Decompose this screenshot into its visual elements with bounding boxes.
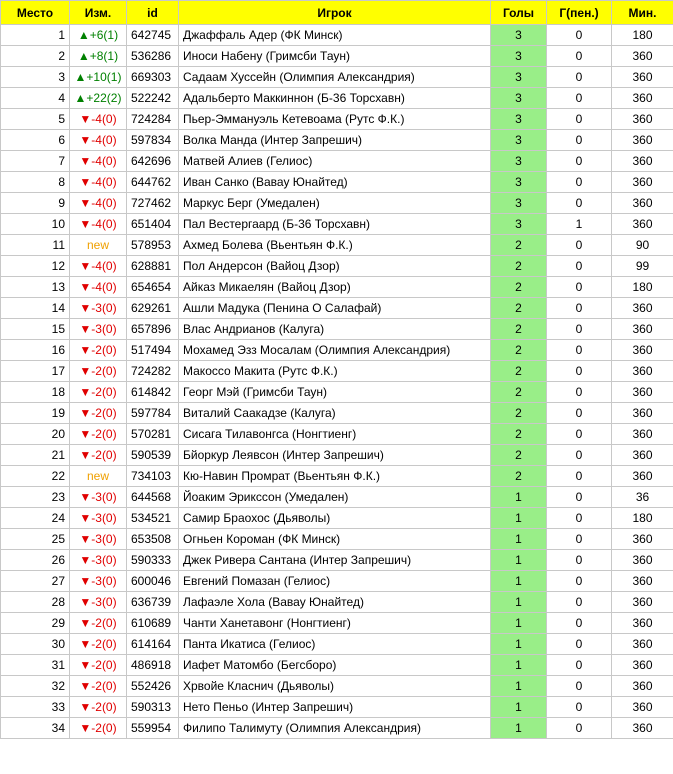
player-cell: Евгений Помазан (Гелиос) xyxy=(179,571,491,592)
player-cell: Пол Андерсон (Вайоц Дзор) xyxy=(179,256,491,277)
player-cell: Волка Манда (Интер Запрешич) xyxy=(179,130,491,151)
goals-cell: 3 xyxy=(491,109,547,130)
penalties-cell: 0 xyxy=(547,319,612,340)
penalties-cell: 0 xyxy=(547,382,612,403)
goals-cell: 3 xyxy=(491,130,547,151)
place-cell: 16 xyxy=(1,340,70,361)
table-row[interactable] xyxy=(1,466,673,487)
goals-cell: 2 xyxy=(491,424,547,445)
place-cell: 19 xyxy=(1,403,70,424)
player-cell: Пьер-Эммануэль Кетевоама (Рутс Ф.К.) xyxy=(179,109,491,130)
minutes-cell: 360 xyxy=(612,130,673,151)
penalties-cell: 0 xyxy=(547,592,612,613)
table-row[interactable] xyxy=(1,67,673,88)
header-penalties[interactable]: Г(пен.) xyxy=(547,1,612,25)
minutes-cell: 360 xyxy=(612,655,673,676)
place-cell: 27 xyxy=(1,571,70,592)
change-cell: ▼-4(0) xyxy=(70,151,127,172)
penalties-cell: 0 xyxy=(547,403,612,424)
penalties-cell: 0 xyxy=(547,718,612,739)
minutes-cell: 360 xyxy=(612,445,673,466)
change-cell: ▼-2(0) xyxy=(70,361,127,382)
id-cell: 522242 xyxy=(127,88,179,109)
change-cell: ▼-3(0) xyxy=(70,298,127,319)
place-cell: 6 xyxy=(1,130,70,151)
table-row[interactable] xyxy=(1,403,673,424)
change-cell: ▼-2(0) xyxy=(70,655,127,676)
id-cell: 651404 xyxy=(127,214,179,235)
minutes-cell: 360 xyxy=(612,697,673,718)
id-cell: 597784 xyxy=(127,403,179,424)
minutes-cell: 360 xyxy=(612,151,673,172)
minutes-cell: 360 xyxy=(612,361,673,382)
table-row[interactable] xyxy=(1,508,673,529)
place-cell: 24 xyxy=(1,508,70,529)
header-minutes[interactable]: Мин. xyxy=(612,1,673,25)
place-cell: 21 xyxy=(1,445,70,466)
player-cell: Бйоркур Леявсон (Интер Запрешич) xyxy=(179,445,491,466)
id-cell: 657896 xyxy=(127,319,179,340)
id-cell: 590333 xyxy=(127,550,179,571)
goals-cell: 2 xyxy=(491,382,547,403)
table-row[interactable] xyxy=(1,487,673,508)
minutes-cell: 360 xyxy=(612,46,673,67)
player-cell: Хрвойе Класнич (Дьяволы) xyxy=(179,676,491,697)
change-cell: ▼-2(0) xyxy=(70,403,127,424)
id-cell: 614164 xyxy=(127,634,179,655)
penalties-cell: 0 xyxy=(547,193,612,214)
id-cell: 642745 xyxy=(127,25,179,46)
goals-cell: 1 xyxy=(491,697,547,718)
penalties-cell: 0 xyxy=(547,25,612,46)
table-row[interactable] xyxy=(1,571,673,592)
goals-cell: 1 xyxy=(491,550,547,571)
table-row[interactable] xyxy=(1,340,673,361)
minutes-cell: 360 xyxy=(612,214,673,235)
penalties-cell: 0 xyxy=(547,697,612,718)
penalties-cell: 0 xyxy=(547,634,612,655)
player-cell: Матвей Алиев (Гелиос) xyxy=(179,151,491,172)
penalties-cell: 0 xyxy=(547,298,612,319)
goals-cell: 2 xyxy=(491,340,547,361)
id-cell: 536286 xyxy=(127,46,179,67)
place-cell: 13 xyxy=(1,277,70,298)
table-row[interactable] xyxy=(1,151,673,172)
table-row[interactable] xyxy=(1,46,673,67)
id-cell: 578953 xyxy=(127,235,179,256)
change-cell: ▼-3(0) xyxy=(70,550,127,571)
id-cell: 644568 xyxy=(127,487,179,508)
id-cell: 644762 xyxy=(127,172,179,193)
minutes-cell: 360 xyxy=(612,718,673,739)
place-cell: 33 xyxy=(1,697,70,718)
id-cell: 669303 xyxy=(127,67,179,88)
goals-cell: 1 xyxy=(491,655,547,676)
table-row[interactable] xyxy=(1,298,673,319)
penalties-cell: 0 xyxy=(547,613,612,634)
player-cell: Йоаким Эрикссон (Умедален) xyxy=(179,487,491,508)
id-cell: 590539 xyxy=(127,445,179,466)
player-cell: Иван Санко (Вавау Юнайтед) xyxy=(179,172,491,193)
change-cell: ▼-3(0) xyxy=(70,487,127,508)
change-cell: ▲+22(2) xyxy=(70,88,127,109)
change-cell: ▼-3(0) xyxy=(70,592,127,613)
change-cell: ▼-2(0) xyxy=(70,424,127,445)
player-cell: Макоссо Макита (Рутс Ф.К.) xyxy=(179,361,491,382)
minutes-cell: 360 xyxy=(612,382,673,403)
place-cell: 26 xyxy=(1,550,70,571)
place-cell: 20 xyxy=(1,424,70,445)
goals-cell: 1 xyxy=(491,718,547,739)
id-cell: 727462 xyxy=(127,193,179,214)
player-cell: Виталий Саакадзе (Калуга) xyxy=(179,403,491,424)
goals-cell: 3 xyxy=(491,172,547,193)
place-cell: 8 xyxy=(1,172,70,193)
table-row[interactable] xyxy=(1,676,673,697)
player-cell: Ашли Мадука (Пенина О Салафай) xyxy=(179,298,491,319)
goals-cell: 2 xyxy=(491,277,547,298)
id-cell: 734103 xyxy=(127,466,179,487)
place-cell: 3 xyxy=(1,67,70,88)
place-cell: 4 xyxy=(1,88,70,109)
penalties-cell: 0 xyxy=(547,445,612,466)
place-cell: 30 xyxy=(1,634,70,655)
id-cell: 570281 xyxy=(127,424,179,445)
minutes-cell: 360 xyxy=(612,424,673,445)
minutes-cell: 360 xyxy=(612,529,673,550)
player-cell: Георг Мэй (Гримсби Таун) xyxy=(179,382,491,403)
minutes-cell: 360 xyxy=(612,403,673,424)
player-cell: Лафаэле Хола (Вавау Юнайтед) xyxy=(179,592,491,613)
minutes-cell: 99 xyxy=(612,256,673,277)
place-cell: 23 xyxy=(1,487,70,508)
minutes-cell: 360 xyxy=(612,571,673,592)
penalties-cell: 0 xyxy=(547,235,612,256)
id-cell: 517494 xyxy=(127,340,179,361)
penalties-cell: 0 xyxy=(547,172,612,193)
change-cell: ▼-2(0) xyxy=(70,676,127,697)
place-cell: 25 xyxy=(1,529,70,550)
id-cell: 486918 xyxy=(127,655,179,676)
minutes-cell: 360 xyxy=(612,298,673,319)
place-cell: 7 xyxy=(1,151,70,172)
change-cell: ▼-2(0) xyxy=(70,340,127,361)
player-cell: Панта Икатиса (Гелиос) xyxy=(179,634,491,655)
id-cell: 628881 xyxy=(127,256,179,277)
table-row[interactable] xyxy=(1,382,673,403)
goals-cell: 3 xyxy=(491,25,547,46)
table-row[interactable] xyxy=(1,109,673,130)
place-cell: 10 xyxy=(1,214,70,235)
table-row[interactable] xyxy=(1,529,673,550)
place-cell: 28 xyxy=(1,592,70,613)
id-cell: 597834 xyxy=(127,130,179,151)
goals-cell: 3 xyxy=(491,151,547,172)
table-row[interactable] xyxy=(1,550,673,571)
minutes-cell: 360 xyxy=(612,88,673,109)
penalties-cell: 0 xyxy=(547,529,612,550)
change-cell: ▼-2(0) xyxy=(70,382,127,403)
table-row[interactable] xyxy=(1,256,673,277)
goals-cell: 2 xyxy=(491,256,547,277)
id-cell: 610689 xyxy=(127,613,179,634)
table-row[interactable] xyxy=(1,361,673,382)
minutes-cell: 360 xyxy=(612,634,673,655)
penalties-cell: 0 xyxy=(547,571,612,592)
penalties-cell: 0 xyxy=(547,361,612,382)
goals-cell: 2 xyxy=(491,235,547,256)
penalties-cell: 0 xyxy=(547,466,612,487)
goals-cell: 1 xyxy=(491,592,547,613)
change-cell: ▼-2(0) xyxy=(70,445,127,466)
penalties-cell: 0 xyxy=(547,67,612,88)
goals-cell: 1 xyxy=(491,634,547,655)
player-cell: Самир Браохос (Дьяволы) xyxy=(179,508,491,529)
change-cell: ▼-3(0) xyxy=(70,529,127,550)
player-cell: Чанти Ханетавонг (Нонгтиенг) xyxy=(179,613,491,634)
penalties-cell: 0 xyxy=(547,277,612,298)
change-cell: ▼-4(0) xyxy=(70,172,127,193)
goals-cell: 2 xyxy=(491,361,547,382)
player-cell: Мохамед Эзз Мосалам (Олимпия Александрия) xyxy=(179,340,491,361)
minutes-cell: 360 xyxy=(612,319,673,340)
id-cell: 724284 xyxy=(127,109,179,130)
goals-cell: 2 xyxy=(491,319,547,340)
minutes-cell: 360 xyxy=(612,193,673,214)
penalties-cell: 1 xyxy=(547,214,612,235)
goals-cell: 1 xyxy=(491,508,547,529)
table-row[interactable] xyxy=(1,613,673,634)
header-player[interactable]: Игрок xyxy=(179,1,491,25)
header-row xyxy=(1,1,673,25)
penalties-cell: 0 xyxy=(547,130,612,151)
table-row[interactable] xyxy=(1,424,673,445)
table-row[interactable] xyxy=(1,25,673,46)
id-cell: 600046 xyxy=(127,571,179,592)
player-cell: Пал Вестергаард (Б-36 Торсхавн) xyxy=(179,214,491,235)
id-cell: 653508 xyxy=(127,529,179,550)
table-row[interactable] xyxy=(1,172,673,193)
penalties-cell: 0 xyxy=(547,88,612,109)
player-cell: Иноси Набену (Гримсби Таун) xyxy=(179,46,491,67)
place-cell: 22 xyxy=(1,466,70,487)
minutes-cell: 360 xyxy=(612,172,673,193)
change-cell: ▲+8(1) xyxy=(70,46,127,67)
penalties-cell: 0 xyxy=(547,340,612,361)
change-cell: ▲+6(1) xyxy=(70,25,127,46)
table-row[interactable] xyxy=(1,88,673,109)
change-cell: ▼-3(0) xyxy=(70,319,127,340)
id-cell: 614842 xyxy=(127,382,179,403)
table-row[interactable] xyxy=(1,193,673,214)
penalties-cell: 0 xyxy=(547,550,612,571)
table-row[interactable] xyxy=(1,634,673,655)
header-change[interactable]: Изм. xyxy=(70,1,127,25)
header-id[interactable]: id xyxy=(127,1,179,25)
change-cell: ▼-4(0) xyxy=(70,214,127,235)
place-cell: 15 xyxy=(1,319,70,340)
id-cell: 642696 xyxy=(127,151,179,172)
penalties-cell: 0 xyxy=(547,424,612,445)
player-cell: Адальберто Маккиннон (Б-36 Торсхавн) xyxy=(179,88,491,109)
goals-cell: 1 xyxy=(491,676,547,697)
change-cell: ▼-4(0) xyxy=(70,277,127,298)
id-cell: 724282 xyxy=(127,361,179,382)
player-cell: Иафет Матомбо (Бегсборо) xyxy=(179,655,491,676)
change-cell: ▼-3(0) xyxy=(70,571,127,592)
goals-cell: 2 xyxy=(491,403,547,424)
place-cell: 14 xyxy=(1,298,70,319)
goals-cell: 1 xyxy=(491,529,547,550)
penalties-cell: 0 xyxy=(547,676,612,697)
penalties-cell: 0 xyxy=(547,487,612,508)
place-cell: 9 xyxy=(1,193,70,214)
table-row[interactable] xyxy=(1,718,673,739)
change-cell: ▼-2(0) xyxy=(70,718,127,739)
player-cell: Айказ Микаелян (Вайоц Дзор) xyxy=(179,277,491,298)
place-cell: 18 xyxy=(1,382,70,403)
minutes-cell: 36 xyxy=(612,487,673,508)
player-cell: Ахмед Болева (Вьентьян Ф.К.) xyxy=(179,235,491,256)
minutes-cell: 360 xyxy=(612,592,673,613)
id-cell: 629261 xyxy=(127,298,179,319)
minutes-cell: 180 xyxy=(612,25,673,46)
id-cell: 636739 xyxy=(127,592,179,613)
minutes-cell: 90 xyxy=(612,235,673,256)
change-cell: ▼-2(0) xyxy=(70,613,127,634)
penalties-cell: 0 xyxy=(547,256,612,277)
player-cell: Огньен Короман (ФК Минск) xyxy=(179,529,491,550)
table-row[interactable] xyxy=(1,655,673,676)
player-cell: Влас Андрианов (Калуга) xyxy=(179,319,491,340)
minutes-cell: 360 xyxy=(612,676,673,697)
minutes-cell: 360 xyxy=(612,466,673,487)
minutes-cell: 360 xyxy=(612,613,673,634)
goals-cell: 3 xyxy=(491,193,547,214)
table-row[interactable] xyxy=(1,130,673,151)
id-cell: 559954 xyxy=(127,718,179,739)
player-cell: Сисага Тилавонгса (Нонгтиенг) xyxy=(179,424,491,445)
penalties-cell: 0 xyxy=(547,508,612,529)
player-cell: Филипо Талимуту (Олимпия Александрия) xyxy=(179,718,491,739)
place-cell: 31 xyxy=(1,655,70,676)
change-cell: new xyxy=(70,235,127,256)
goals-cell: 2 xyxy=(491,466,547,487)
place-cell: 1 xyxy=(1,25,70,46)
id-cell: 654654 xyxy=(127,277,179,298)
player-cell: Маркус Берг (Умедален) xyxy=(179,193,491,214)
change-cell: new xyxy=(70,466,127,487)
header-place[interactable]: Место xyxy=(1,1,70,25)
place-cell: 17 xyxy=(1,361,70,382)
change-cell: ▼-4(0) xyxy=(70,193,127,214)
goals-cell: 3 xyxy=(491,214,547,235)
change-cell: ▼-2(0) xyxy=(70,697,127,718)
table-row[interactable] xyxy=(1,214,673,235)
id-cell: 534521 xyxy=(127,508,179,529)
id-cell: 552426 xyxy=(127,676,179,697)
goals-cell: 2 xyxy=(491,445,547,466)
change-cell: ▲+10(1) xyxy=(70,67,127,88)
table-row[interactable] xyxy=(1,592,673,613)
minutes-cell: 180 xyxy=(612,277,673,298)
minutes-cell: 180 xyxy=(612,508,673,529)
table-row[interactable] xyxy=(1,697,673,718)
place-cell: 32 xyxy=(1,676,70,697)
player-cell: Садаам Хуссейн (Олимпия Александрия) xyxy=(179,67,491,88)
change-cell: ▼-2(0) xyxy=(70,634,127,655)
place-cell: 34 xyxy=(1,718,70,739)
goals-cell: 3 xyxy=(491,46,547,67)
place-cell: 5 xyxy=(1,109,70,130)
place-cell: 29 xyxy=(1,613,70,634)
player-cell: Нето Пеньо (Интер Запрешич) xyxy=(179,697,491,718)
goals-cell: 1 xyxy=(491,613,547,634)
player-cell: Джек Ривера Сантана (Интер Запрешич) xyxy=(179,550,491,571)
table-row[interactable] xyxy=(1,319,673,340)
change-cell: ▼-4(0) xyxy=(70,130,127,151)
penalties-cell: 0 xyxy=(547,109,612,130)
penalties-cell: 0 xyxy=(547,46,612,67)
minutes-cell: 360 xyxy=(612,67,673,88)
id-cell: 590313 xyxy=(127,697,179,718)
header-goals[interactable]: Голы xyxy=(491,1,547,25)
goals-cell: 3 xyxy=(491,67,547,88)
change-cell: ▼-4(0) xyxy=(70,256,127,277)
table-row[interactable] xyxy=(1,235,673,256)
goals-cell: 3 xyxy=(491,88,547,109)
table-row[interactable] xyxy=(1,445,673,466)
place-cell: 2 xyxy=(1,46,70,67)
change-cell: ▼-3(0) xyxy=(70,508,127,529)
goals-cell: 2 xyxy=(491,298,547,319)
place-cell: 11 xyxy=(1,235,70,256)
minutes-cell: 360 xyxy=(612,340,673,361)
table-row[interactable] xyxy=(1,277,673,298)
place-cell: 12 xyxy=(1,256,70,277)
player-cell: Джаффаль Адер (ФК Минск) xyxy=(179,25,491,46)
change-cell: ▼-4(0) xyxy=(70,109,127,130)
player-cell: Кю-Навин Промрат (Вьентьян Ф.К.) xyxy=(179,466,491,487)
goals-cell: 1 xyxy=(491,571,547,592)
penalties-cell: 0 xyxy=(547,151,612,172)
minutes-cell: 360 xyxy=(612,109,673,130)
minutes-cell: 360 xyxy=(612,550,673,571)
penalties-cell: 0 xyxy=(547,655,612,676)
goals-cell: 1 xyxy=(491,487,547,508)
